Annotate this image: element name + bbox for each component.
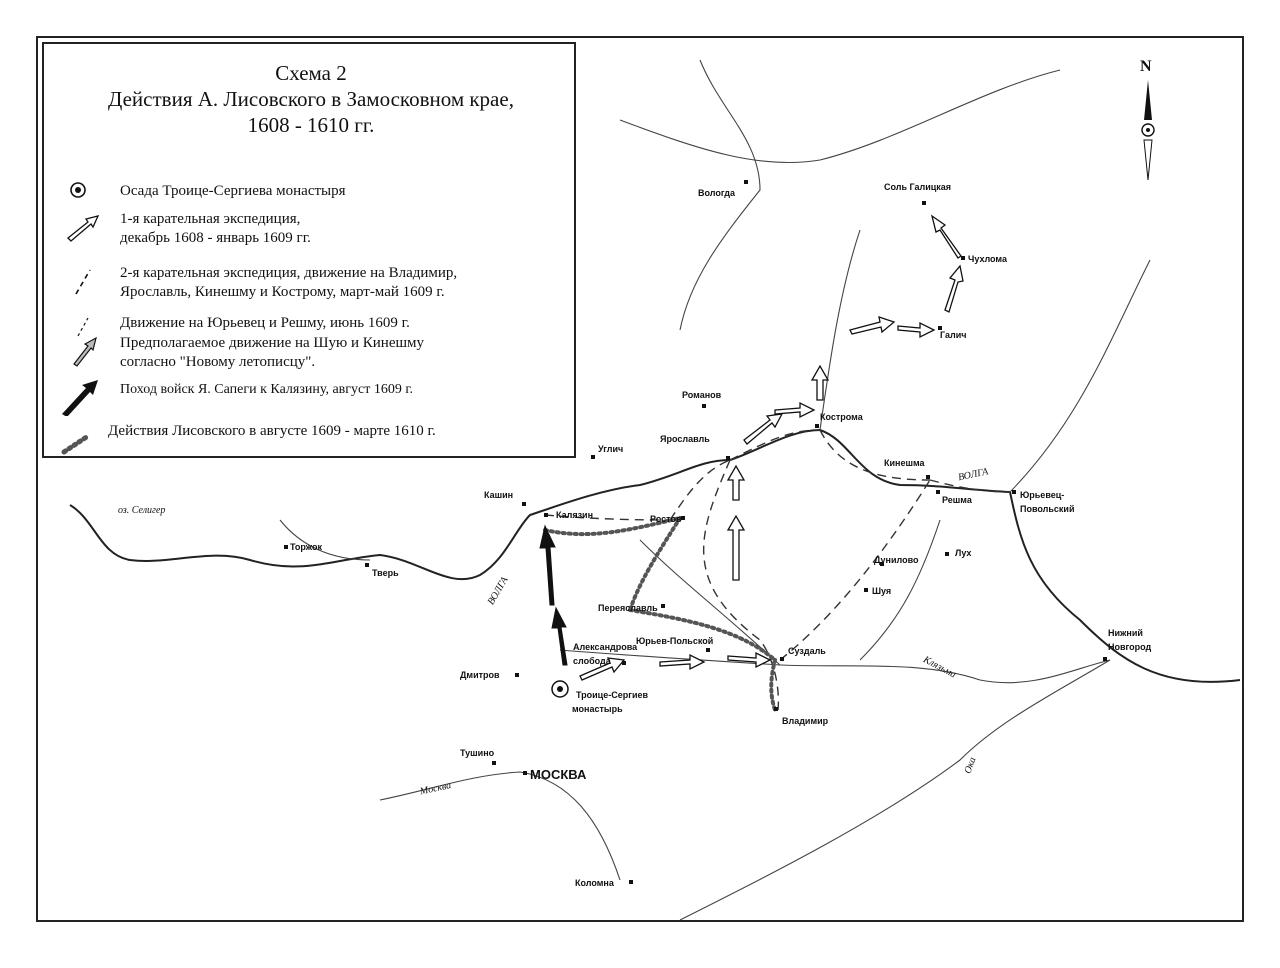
label-kolomna: Коломна — [575, 878, 614, 888]
open-arrow-icon — [64, 210, 108, 246]
label-nizhny-2: Новгород — [1108, 642, 1152, 652]
label-seliger: оз. Селигер — [118, 505, 166, 516]
label-yaroslavl: Ярославль — [660, 434, 710, 444]
legend-text-yurievets: Движение на Юрьевец и Решму, июнь 1609 г. — [120, 315, 410, 331]
label-yurievets-1: Юрьевец- — [1020, 490, 1065, 500]
label-oka: Ока — [962, 755, 979, 776]
label-troitse-2: монастырь — [572, 704, 623, 714]
label-uglich: Углич — [598, 444, 624, 454]
dashed-arrow-icon — [64, 264, 108, 300]
compass-needle-icon — [1134, 80, 1162, 180]
label-kashin: Кашин — [484, 490, 514, 500]
legend-box — [42, 42, 576, 458]
legend-text-exp2-1: 2-я карательная экспедиция, движение на Владимир, — [120, 265, 458, 281]
label-dunilovo: Дунилово — [874, 555, 919, 565]
label-aleksandrova-1: Александрова — [573, 642, 638, 652]
label-kalyazin: Калязин — [556, 510, 594, 520]
label-romanov: Романов — [682, 390, 722, 400]
label-volga-east: ВОЛГА — [957, 466, 990, 484]
label-moskva-river: Москва — [419, 780, 453, 798]
legend-text-exp2-2: Ярославль, Кинешму и Кострому, март-май 1609 г. — [120, 284, 445, 300]
label-kineshma: Кинешма — [884, 458, 925, 468]
black-arrow-icon — [58, 380, 102, 416]
legend-text-supposed-2: согласно "Новому летописцу". — [120, 354, 316, 370]
label-galich: Галич — [940, 330, 967, 340]
label-pereslavl: Переяславль — [598, 603, 658, 613]
label-aleksandrova-2: слобода — [573, 656, 611, 666]
label-klyazma: Клязьма — [921, 654, 958, 681]
label-lukh: Лух — [955, 548, 972, 558]
legend-title-3: 1608 - 1610 гг. — [247, 113, 375, 137]
legend-text-exp1-2: декабрь 1608 - январь 1609 гг. — [120, 230, 311, 246]
label-rostov: Ростов — [650, 514, 682, 524]
label-tushino: Тушино — [460, 748, 495, 758]
label-nizhny-1: Нижний — [1108, 628, 1143, 638]
dotted-arrow-icon — [58, 422, 102, 458]
label-yurievets-2: Повольский — [1020, 504, 1075, 514]
label-torzhok: Торжок — [290, 542, 322, 552]
label-dmitrov: Дмитров — [460, 670, 500, 680]
hatched-arrow-icon — [64, 334, 108, 370]
legend-title-1: Схема 2 — [275, 61, 347, 85]
label-tver: Тверь — [372, 568, 399, 578]
label-yuriev-polskoy: Юрьев-Польской — [636, 636, 714, 646]
legend-text-siege: Осада Троице-Сергиева монастыря — [120, 183, 346, 199]
legend-text-sapega: Поход войск Я. Сапеги к Калязину, август 1609 г. — [120, 382, 414, 397]
label-vladimir: Владимир — [782, 716, 829, 726]
legend-title-2: Действия А. Лисовского в Замосковном крае, — [108, 87, 514, 111]
label-volga-west: ВОЛГА — [485, 575, 511, 607]
label-sol-galitskaya: Соль Галицкая — [884, 182, 952, 192]
label-shuya: Шуя — [872, 586, 892, 596]
label-vologda: Вологда — [698, 188, 735, 198]
legend-text-exp1-1: 1-я карательная экспедиция, — [120, 211, 301, 227]
legend-text-lisovsky: Действия Лисовского в августе 1609 - марте 1610 г. — [108, 423, 436, 439]
compass-north-label: N — [1140, 58, 1152, 75]
label-troitse-1: Троице-Сергиев — [576, 690, 649, 700]
label-reshma: Решма — [942, 495, 972, 505]
label-kostroma: Кострома — [820, 412, 863, 422]
legend-text-supposed-1: Предполагаемое движение на Шую и Кинешму — [120, 335, 425, 351]
compass — [1128, 58, 1168, 178]
label-suzdal: Суздаль — [788, 646, 826, 656]
label-chukhloma: Чухлома — [968, 254, 1007, 264]
label-moskva: МОСКВА — [530, 767, 587, 782]
